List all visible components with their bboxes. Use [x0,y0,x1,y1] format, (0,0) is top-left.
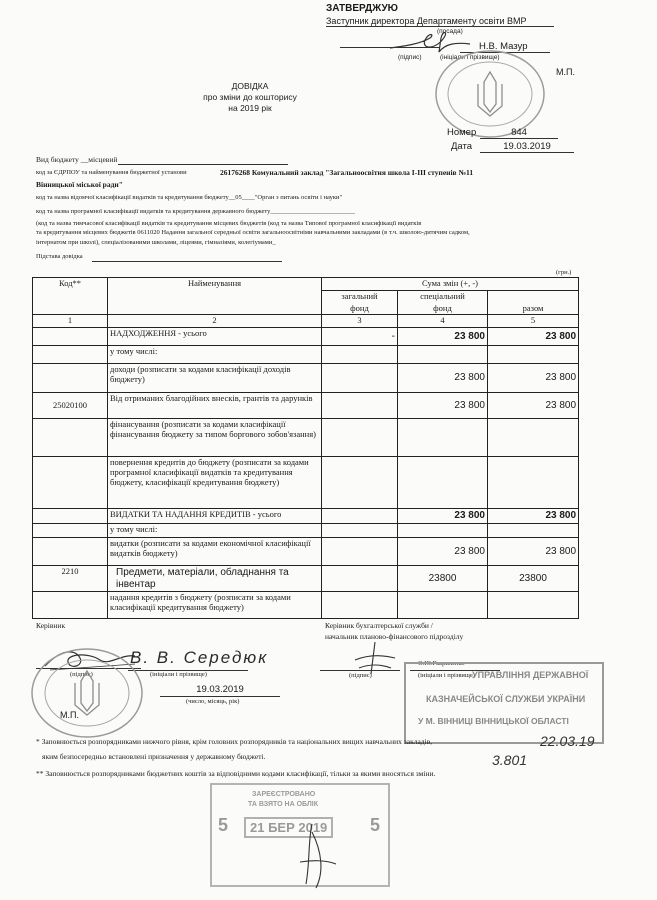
stamp-handwritten-number: 3.801 [492,752,528,768]
local-classification-cont: інтернатом при школі), спеціалізованими школами, ліцеями, гімназіями, колегіумами_ [36,239,276,246]
local-classification: та кредитування місцевих бюджетів 0611020 Надання загальної середньої освіти загальноосвітніми навчальними закладами (в т.ч. школою-дитячим садком, [36,229,470,236]
table-row [33,328,579,346]
row-general [322,419,398,457]
row-total: 23800 [488,566,579,592]
table-row [33,346,579,364]
table-row [33,592,579,619]
stamp-line-1: УПРАВЛІННЯ ДЕРЖАВНОЇ [472,670,589,680]
row-total: 23 800 [488,393,579,419]
table-row [33,524,579,538]
row-special: 23 800 [398,538,488,566]
footnote-1b: яким безпосередньо встановлені призначення у державному бюджеті. [42,752,266,761]
reg-num-left: 5 [218,815,229,835]
edrpou-label: код за ЄДРПОУ та найменування бюджетної установи [36,169,187,176]
row-total [488,592,579,619]
row-total: 23 800 [488,328,579,346]
row-general: - [322,328,398,346]
row-general [322,538,398,566]
row-name: фінансування (розписати за кодами класифікації фінансування бюджету за типом боргового зобов'язання) [108,419,322,457]
row-total: 23 800 [488,509,579,524]
row-name: повернення кредитів до бюджету (розписати за кодами програмної класифікації видатків та кредитування бюджету, класифікації кредитування бюджету) [108,457,322,509]
row-total [488,419,579,457]
edrpou-value-cont: Вінницької міської ради" [36,180,123,189]
row-special [398,524,488,538]
row-code [33,538,108,566]
number-value: 844 [480,127,558,139]
header-sum: Сума змін (+, -) [322,278,579,291]
doc-title: ДОВІДКА [231,81,269,91]
acc-label: Керівник бухгалтерської служби / [325,621,433,630]
approval-position-hint: (посада) [437,28,463,35]
departmental-classification: код та назва відомчої класифікації видатків та кредитування бюджету__05____"Орган з питань освіти і науки" [36,194,343,201]
row-special [398,592,488,619]
head-name-hint: (ініціали і прізвище) [150,671,207,678]
row-code [33,457,108,509]
footnote-1: * Заповнюється розпорядниками нижчого рівня, крім головних розпорядників та національних вищих навчальних закладів, [36,737,433,746]
basis: Підстава довідка [36,253,83,260]
row-special [398,419,488,457]
row-special [398,346,488,364]
edrpou-value: 26176268 Комунальний заклад "Загальноосвітня школа І-ІІІ ступенів №11 [220,168,474,177]
reg-date: 21 БЕР 2019 [244,817,333,838]
col-number: 3 [322,315,398,328]
head-signature-hint: (підпис) [70,671,93,678]
header-code: Код** [33,278,108,315]
header-special-2: фонд [398,303,488,315]
acc-signature-hint: (підпис) [349,672,372,679]
stamp-line-3: У М. ВІННИЦІ ВІННИЦЬКОЇ ОБЛАСТІ [418,716,569,726]
institution-seal [28,645,146,741]
row-name: видатки (розписати за кодами економічної класифікації видатків бюджету) [108,538,322,566]
header-general-2: фонд [322,303,398,315]
temp-classification: (код та назва тимчасової класифікації видатків та кредитування місцевих бюджетів (код та назва Типової програмної класифікації видатків [36,220,422,227]
row-code [33,509,108,524]
row-general [322,346,398,364]
row-general [322,509,398,524]
row-name: у тому числі: [108,524,322,538]
row-total [488,457,579,509]
row-name: надання кредитів з бюджету (розписати за кодами класифікації кредитування бюджету) [108,592,322,619]
row-name: НАДХОДЖЕННЯ - усього [108,328,322,346]
header-special-1: спеціальний [398,290,488,302]
row-code [33,346,108,364]
approval-mp: М.П. [556,67,575,77]
reg-text-1: ЗАРЕЄСТРОВАНО [252,791,316,798]
table-header-row [33,278,579,291]
row-special: 23 800 [398,509,488,524]
footnote-2: ** Заповнюється розпорядниками бюджетних коштів за відповідними кодами класифікації, тільки за якими вносяться зміни. [36,769,436,778]
head-name: В. В. Середюк [130,648,269,667]
header-general-1: загальний [322,290,398,302]
table-row [33,509,579,524]
approval-signature-hint: (підпис) [398,54,422,61]
row-general [322,457,398,509]
table-row [33,457,579,509]
table-row [33,566,579,592]
row-name: у тому числі: [108,346,322,364]
row-name: доходи (розписати за кодами класифікації доходів бюджету) [108,364,322,393]
number-label: Номер [447,127,477,138]
header-name: Найменування [108,278,322,315]
changes-table [32,277,579,619]
head-date: 19.03.2019 [196,684,244,695]
col-number: 4 [398,315,488,328]
row-special: 23800 [398,566,488,592]
row-code: 2210 [33,566,108,592]
row-general [322,566,398,592]
row-general [322,524,398,538]
row-code: 25020100 [33,393,108,419]
row-name: ВИДАТКИ ТА НАДАННЯ КРЕДИТІВ - усього [108,509,322,524]
row-general [322,364,398,393]
row-total [488,524,579,538]
table-row [33,419,579,457]
row-code [33,419,108,457]
head-date-hint: (число, місяць, рік) [186,698,240,705]
row-special: 23 800 [398,328,488,346]
acc-name-hint: (ініціали і прізвище) [418,672,475,679]
approval-name: Н.В. Мазур [479,41,528,52]
row-total: 23 800 [488,538,579,566]
stamp-handwritten-date: 22.03.19 [540,733,595,749]
row-general [322,393,398,419]
program-classification: код та назва програмної класифікації видатків та кредитування державного бюджету__________________________ [36,208,355,215]
row-code [33,364,108,393]
unit-label: (грн.) [556,269,572,276]
registration-signature [292,822,342,892]
treasury-stamp [404,662,604,744]
acc-label-2: начальник планово-фінансового підрозділу [325,632,464,641]
row-name: Предмети, матеріали, обладнання та інвентар [108,566,322,592]
table-row [33,393,579,419]
row-code [33,524,108,538]
row-name: Від отриманих благодійних внесків, грантів та дарунків [108,393,322,419]
row-code [33,328,108,346]
stamp-line-2: КАЗНАЧЕЙСЬКОЇ СЛУЖБИ УКРАЇНИ [426,694,586,704]
col-number: 2 [108,315,322,328]
table-row [33,364,579,393]
date-value: 19.03.2019 [480,141,574,153]
approval-title: ЗАТВЕРДЖУЮ [326,3,398,14]
reg-num-right: 5 [370,815,381,835]
row-special: 23 800 [398,393,488,419]
doc-year: на 2019 рік [228,103,272,113]
row-general [322,592,398,619]
header-total: разом [488,290,579,315]
approval-position: Заступник директора Департаменту освіти ВМР [326,16,554,27]
head-label: Керівник [36,621,66,630]
table-row [33,538,579,566]
col-number: 5 [488,315,579,328]
reg-text-2: ТА ВЗЯТО НА ОБЛІК [248,801,319,808]
row-code [33,592,108,619]
head-mp: М.П. [60,710,79,720]
row-total [488,346,579,364]
row-special [398,457,488,509]
col-number: 1 [33,315,108,328]
approval-name-hint: (ініціали і прізвище) [440,54,500,61]
budget-type: Вид бюджету __місцевий [36,155,118,164]
doc-subtitle: про зміни до кошторису [203,92,297,102]
date-label: Дата [451,141,473,152]
column-numbers-row [33,315,579,328]
row-total: 23 800 [488,364,579,393]
acc-name: О.Ю.Гавриленко [418,660,465,667]
row-special: 23 800 [398,364,488,393]
